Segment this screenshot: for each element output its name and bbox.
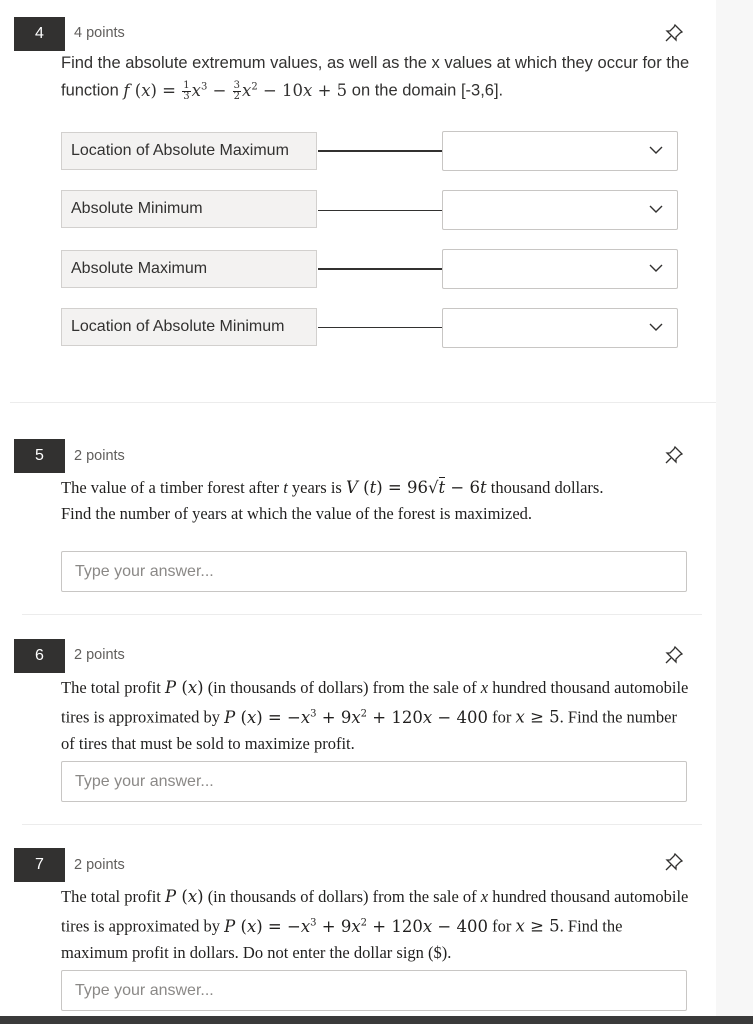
match-connector [318,327,442,328]
pin-icon[interactable] [664,23,684,43]
match-dropdown[interactable] [442,249,678,289]
taskbar-strip [0,1016,753,1024]
question-text-5: The value of a timber forest after t years is V (t) = 96√t − 6t thousand dollars. Find the number of years at which the value of the forest is maximized. [61,478,604,523]
function-formula: f (x) = $\frac{1}{3}$ $x^3$ − $\frac{3}{2}$ $x^2 - 10x + 5$ [123,79,348,102]
match-dropdown[interactable] [442,190,678,230]
chevron-down-icon [649,204,663,214]
answer-input-5[interactable] [61,551,687,592]
pin-icon[interactable] [664,852,684,872]
match-item: Absolute Maximum [61,250,317,288]
question-number-7: 7 [14,848,65,882]
answer-input-7[interactable] [61,970,687,1011]
question-text-7: The total profit P (x) (in thousands of dollars) from the sale of x hundred thousand automobile tires is approximated by P $(x) = -x^3 + 9x^2 + 120x - 400$ for x ≥ 5. Find the maximum profit in dollars. Do not enter the dollar sign ($). [61,887,689,962]
pin-icon[interactable] [664,645,684,665]
question-points-4: 4 points [74,25,125,41]
match-connector [318,150,442,152]
question-points-6: 2 points [74,647,125,663]
match-item: Location of Absolute Minimum [61,308,317,346]
divider [10,402,716,403]
answer-input-6[interactable] [61,761,687,802]
question-points-7: 2 points [74,857,125,873]
question-number-4: 4 [14,17,65,51]
page-margin [716,0,753,1016]
match-connector [318,268,442,270]
divider [22,614,702,615]
profit-formula: P $(x) = -x^3 + 9x^2 + 120x - 400$ [224,916,488,936]
chevron-down-icon [649,322,663,332]
match-dropdown[interactable] [442,308,678,348]
pin-icon[interactable] [664,445,684,465]
match-item: Location of Absolute Maximum [61,132,317,170]
match-dropdown[interactable] [442,131,678,171]
chevron-down-icon [649,263,663,273]
question-points-5: 2 points [74,448,125,464]
question-number-5: 5 [14,439,65,473]
value-formula: V (t) = 96√t − 6t [345,478,487,497]
match-connector [318,210,442,211]
chevron-down-icon [649,145,663,155]
profit-formula: P $(x) = -x^3 + 9x^2 + 120x - 400$ [224,707,488,727]
question-number-6: 6 [14,639,65,673]
question-text-4: Find the absolute extremum values, as well as the x values at which they occur for the function f (x) = $\frac{1}{3}$ $x^3$ − $\frac{3}{2}$ $x^2 - 10x + 5$ on the domain [-3,6]. [61,54,690,102]
match-item: Absolute Minimum [61,190,317,228]
question-text-6: The total profit P (x) (in thousands of dollars) from the sale of x hundred thousand automobile tires is approximated by P $(x) = -x^3 + 9x^2 + 120x - 400$ for x ≥ 5. Find the number of tires that must be sold to maximize profit. [61,678,689,753]
divider [22,824,702,825]
